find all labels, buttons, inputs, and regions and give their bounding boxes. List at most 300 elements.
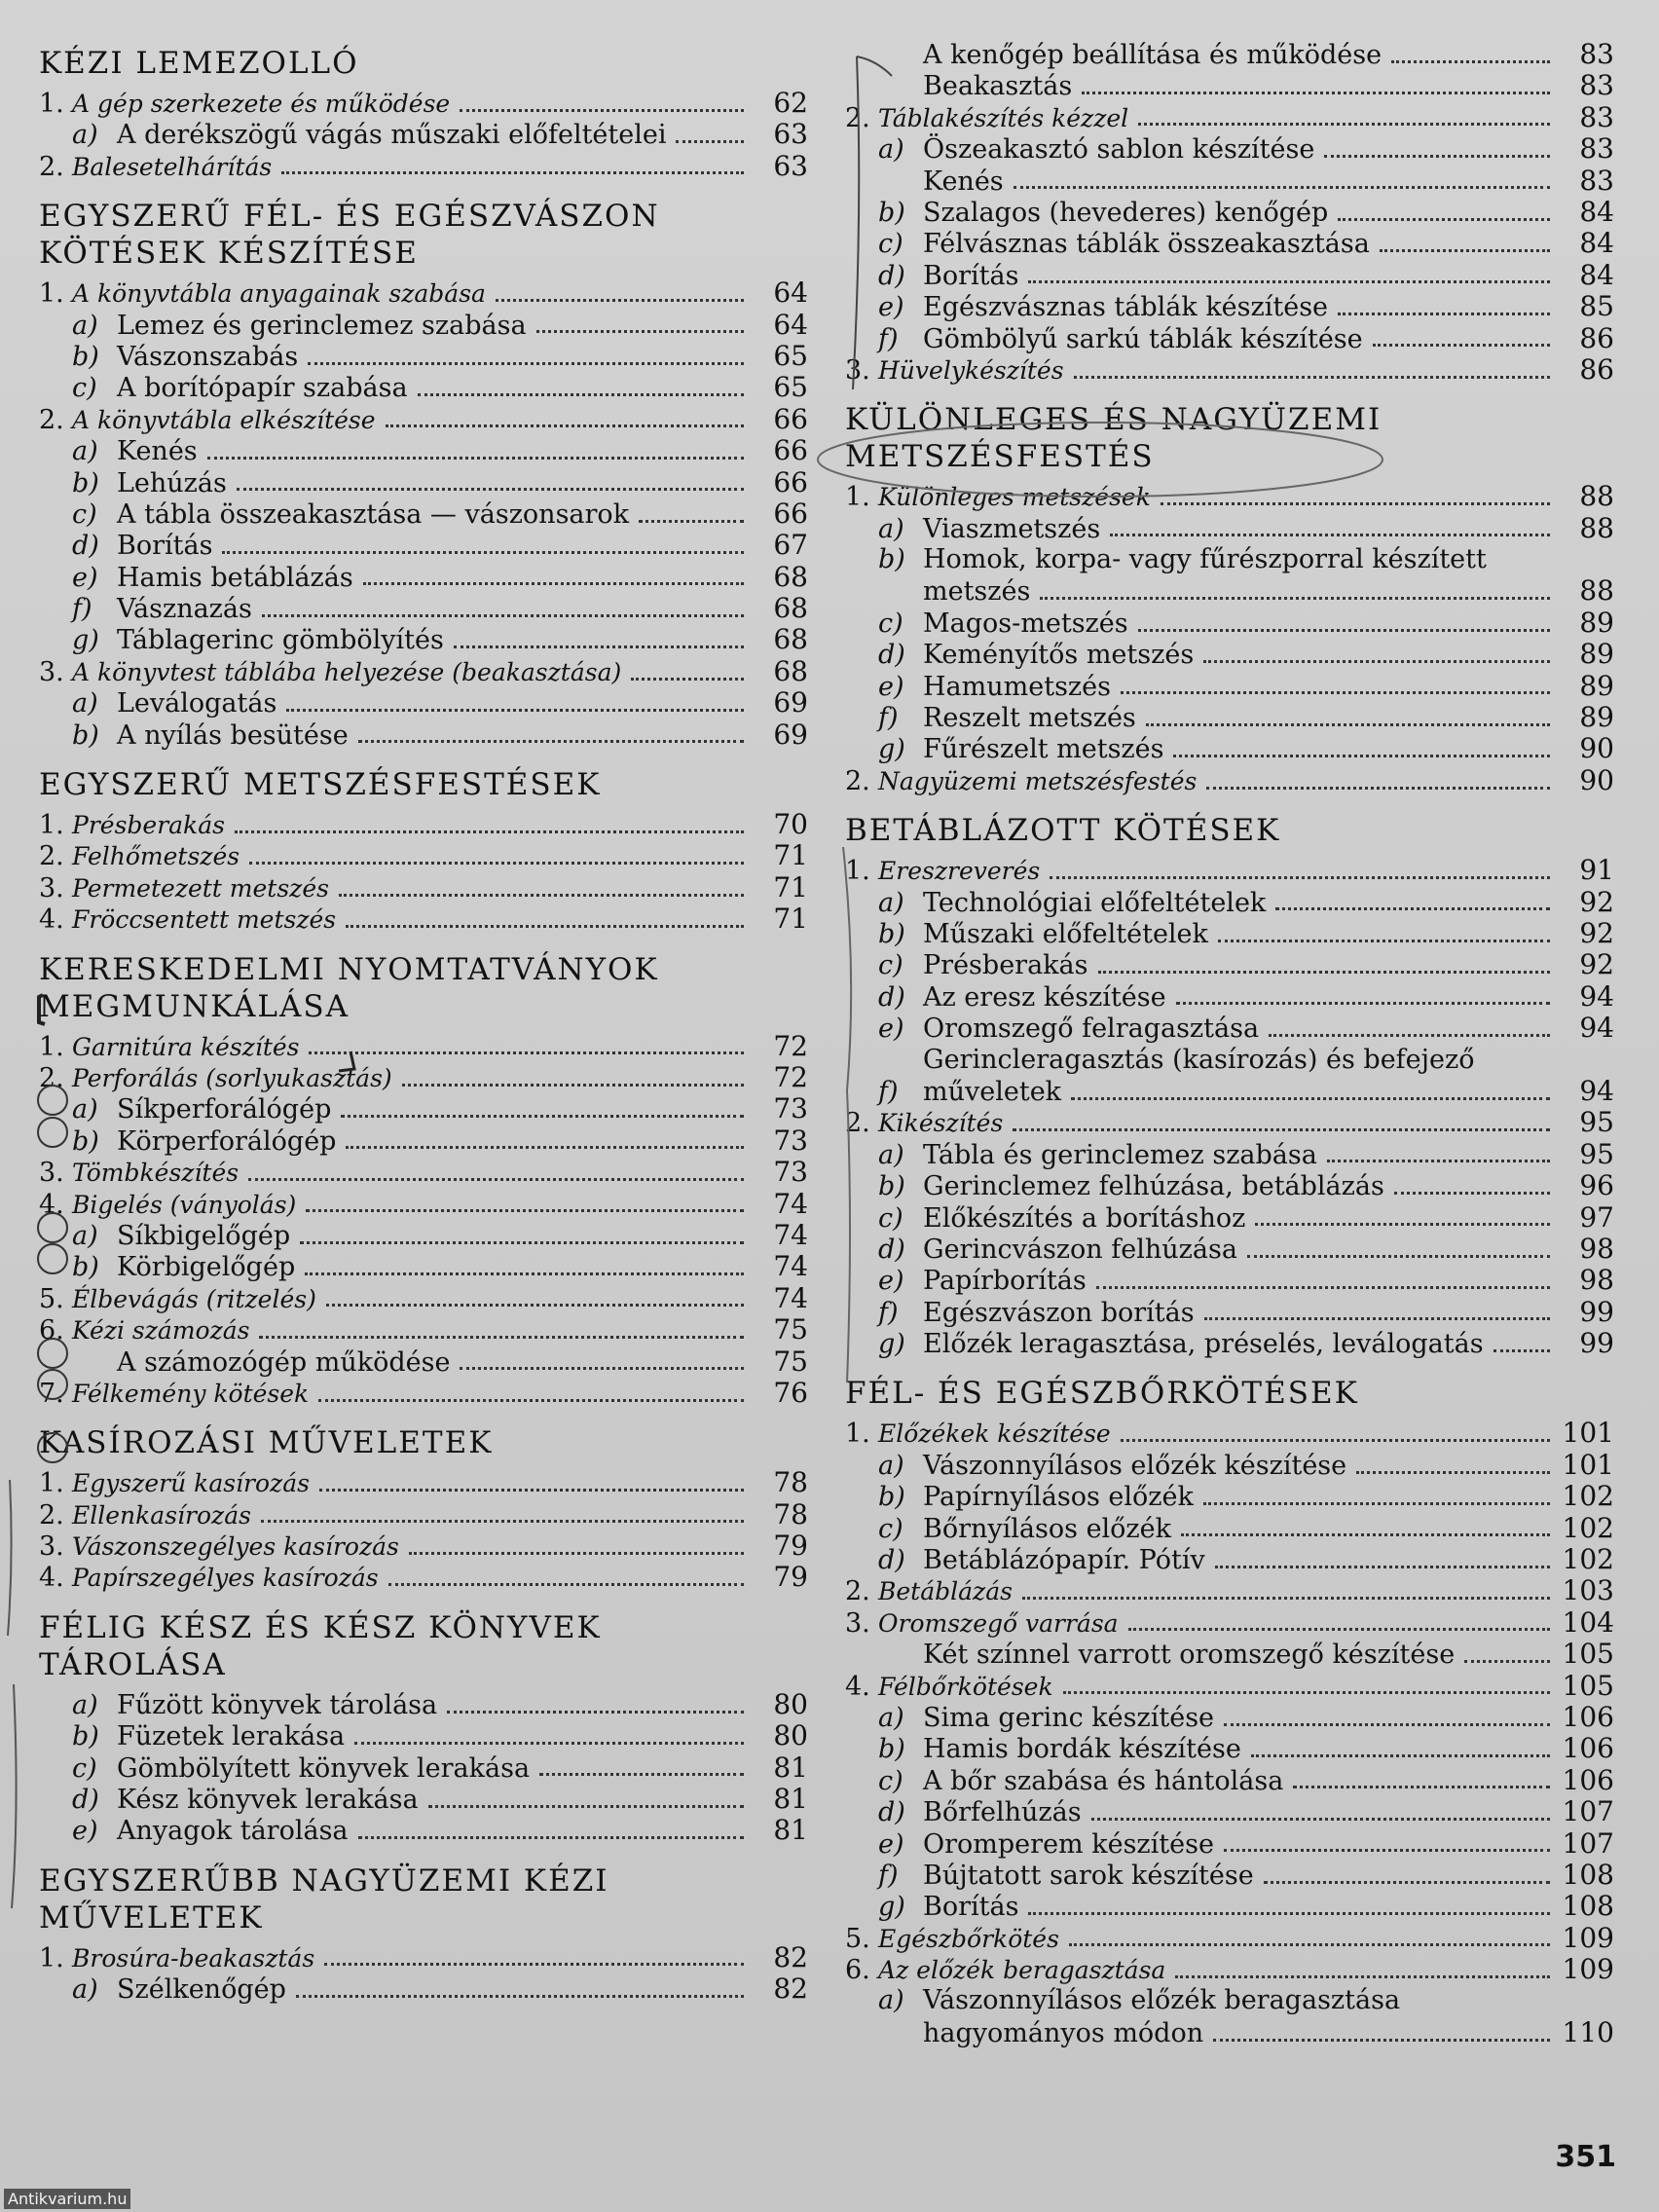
toc-entry[interactable] <box>39 719 808 751</box>
entry-page: 73 <box>773 1092 808 1125</box>
leader-dots <box>326 1304 744 1307</box>
entry-page: 96 <box>1579 1169 1614 1202</box>
leader-dots <box>1096 1286 1550 1289</box>
entry-number: e) <box>878 292 904 323</box>
entry-number: e) <box>878 1014 904 1045</box>
entry-label: Garnitúra készítés <box>72 1032 300 1061</box>
entry-page: 107 <box>1562 1826 1614 1860</box>
entry-number: a) <box>72 436 98 467</box>
toc-entry-line <box>845 2017 1614 2048</box>
leader-dots <box>496 299 744 302</box>
leader-dots <box>1213 2039 1550 2042</box>
entry-label: Körperforálógép <box>117 1125 337 1157</box>
entry-number: 1. <box>845 1419 870 1450</box>
entry-number: a) <box>878 1139 904 1170</box>
toc-section <box>845 401 1614 796</box>
leader-dots <box>460 109 744 112</box>
entry-number: 2. <box>39 841 64 872</box>
toc-entry[interactable] <box>39 1973 808 2005</box>
entry-label: Reszelt metszés <box>923 703 1136 734</box>
toc-entry[interactable] <box>39 498 808 530</box>
entry-number: f) <box>878 1076 899 1107</box>
toc-entry[interactable] <box>39 903 808 935</box>
toc-entry[interactable] <box>845 1265 1614 1296</box>
toc-entry[interactable] <box>845 1923 1614 1954</box>
toc-entry[interactable] <box>39 1752 808 1784</box>
entry-number: 4. <box>39 1563 64 1594</box>
leader-dots <box>1264 1881 1550 1884</box>
entry-page: 98 <box>1579 1264 1614 1297</box>
entry-page: 78 <box>773 1497 808 1530</box>
entry-page: 91 <box>1579 854 1614 887</box>
toc-section <box>39 951 808 1410</box>
entry-page: 97 <box>1579 1200 1614 1234</box>
section-title-line: BETÁBLÁZOTT KÖTÉSEK <box>845 813 1281 849</box>
toc-entry[interactable] <box>39 1784 808 1815</box>
toc-entry[interactable] <box>845 1297 1614 1328</box>
entry-label: Bigelés (ványolás) <box>72 1190 297 1219</box>
entry-label: Magos-metszés <box>923 608 1128 639</box>
leader-dots <box>1493 1349 1550 1352</box>
leader-dots <box>324 1963 744 1966</box>
leader-dots <box>286 709 744 712</box>
leader-dots <box>454 645 744 648</box>
entry-page: 94 <box>1579 979 1614 1013</box>
entry-label: Táblagerinc gömbölyítés <box>117 625 444 656</box>
entry-page: 88 <box>1579 511 1614 544</box>
leader-dots <box>1203 1502 1550 1505</box>
entry-number: b) <box>72 1252 99 1283</box>
toc-entry[interactable] <box>845 949 1614 980</box>
leader-dots <box>1224 1849 1550 1852</box>
leader-dots <box>358 1836 744 1839</box>
entry-label: Gerincvászon felhúzása <box>923 1234 1237 1265</box>
leader-dots <box>1373 344 1550 347</box>
entry-number: b) <box>72 341 99 372</box>
entry-page: 84 <box>1579 227 1614 260</box>
toc-entry-multiline[interactable] <box>845 1985 1614 2048</box>
leader-dots <box>358 740 744 743</box>
leader-dots <box>346 925 744 928</box>
toc-entry[interactable] <box>845 70 1614 101</box>
toc-entry[interactable] <box>39 341 808 372</box>
entry-number: b) <box>878 1482 905 1513</box>
entry-number: c) <box>878 1202 903 1234</box>
toc-entry[interactable] <box>845 166 1614 197</box>
toc-entry-line <box>845 575 1614 607</box>
entry-page: 94 <box>1579 1012 1614 1045</box>
toc-entry[interactable] <box>845 1139 1614 1170</box>
entry-number: g) <box>878 1329 905 1360</box>
entry-label: Kenés <box>923 166 1004 197</box>
toc-entry[interactable] <box>845 1828 1614 1860</box>
section-title-line: MEGMUNKÁLÁSA <box>39 988 350 1024</box>
toc-entry[interactable] <box>39 435 808 466</box>
leader-dots <box>1146 723 1550 726</box>
entry-page: 86 <box>1579 321 1614 354</box>
entry-page: 78 <box>773 1466 808 1499</box>
leader-dots <box>1128 1628 1550 1631</box>
entry-label: Egészvásznas táblák készítése <box>923 292 1329 323</box>
entry-page: 81 <box>773 1751 808 1784</box>
toc-entry[interactable] <box>39 277 808 309</box>
toc-entry[interactable] <box>39 1499 808 1530</box>
toc-entry[interactable] <box>39 809 808 840</box>
entry-number: a) <box>72 688 98 719</box>
toc-entry[interactable] <box>845 1013 1614 1044</box>
leader-dots <box>281 171 744 174</box>
leader-dots <box>346 1146 744 1149</box>
entry-page: 71 <box>773 870 808 903</box>
entry-page: 75 <box>773 1313 808 1346</box>
entry-number: a) <box>72 1220 98 1251</box>
entry-number: f) <box>878 1860 899 1891</box>
toc-entry[interactable] <box>39 1062 808 1093</box>
toc-entry[interactable] <box>845 1170 1614 1201</box>
leader-dots <box>1215 1566 1550 1568</box>
entry-label: Tömbkészítés <box>72 1159 240 1188</box>
toc-entry[interactable] <box>845 1513 1614 1544</box>
section-title-line: EGYSZERŰBB NAGYÜZEMI KÉZI <box>39 1862 609 1899</box>
entry-page: 92 <box>1579 885 1614 918</box>
entry-label: A borítópapír szabása <box>117 373 408 404</box>
toc-entry[interactable] <box>845 1076 1614 1107</box>
leader-dots <box>631 678 744 681</box>
entry-number: a) <box>72 1689 98 1720</box>
entry-number: c) <box>878 1513 903 1544</box>
toc-entry[interactable] <box>845 513 1614 544</box>
toc-entry[interactable] <box>845 1671 1614 1702</box>
leader-dots <box>249 862 744 865</box>
entry-number: 3. <box>39 1531 64 1563</box>
entry-label: Oromszegő varrása <box>878 1608 1119 1638</box>
page-number: 351 <box>1555 2140 1616 2174</box>
entry-page: 80 <box>773 1687 808 1720</box>
entry-number: b) <box>878 1171 905 1202</box>
entry-page: 73 <box>773 1124 808 1157</box>
entry-label: Bőrfelhúzás <box>923 1797 1082 1828</box>
entry-number: f) <box>878 323 899 354</box>
leader-dots <box>1138 123 1550 126</box>
toc-entry[interactable] <box>845 1607 1614 1639</box>
entry-label: Gömbölyített könyvek lerakása <box>117 1752 531 1784</box>
entry-page: 80 <box>773 1719 808 1752</box>
leader-dots <box>1394 1192 1550 1195</box>
leader-dots <box>1028 280 1550 283</box>
toc-entry[interactable] <box>39 404 808 435</box>
toc-entry[interactable] <box>845 1796 1614 1827</box>
entry-number: a) <box>72 310 98 341</box>
toc-entry[interactable] <box>845 291 1614 322</box>
entry-number: d) <box>878 640 905 671</box>
section-title <box>39 45 808 82</box>
toc-entry[interactable] <box>845 1234 1614 1265</box>
entry-label: Szalagos (hevederes) kenőgép <box>923 197 1329 228</box>
entry-number: a) <box>878 1985 904 2016</box>
toc-entry[interactable] <box>845 260 1614 291</box>
toc-entry[interactable] <box>39 310 808 341</box>
entry-page: 92 <box>1579 948 1614 981</box>
section-title <box>845 401 1614 475</box>
entry-label: Síkperforálógép <box>117 1094 332 1125</box>
toc-entry[interactable] <box>845 1328 1614 1359</box>
toc-entry[interactable] <box>845 1481 1614 1512</box>
toc-entry[interactable] <box>39 88 808 119</box>
entry-label: Egészbőrkötés <box>878 1924 1059 1953</box>
toc-entry[interactable] <box>845 1860 1614 1891</box>
entry-label: műveletek <box>923 1076 1062 1107</box>
toc-entry[interactable] <box>39 1093 808 1124</box>
toc-entry[interactable] <box>845 323 1614 354</box>
toc-entry[interactable] <box>39 119 808 150</box>
entry-number: 2. <box>845 1108 870 1139</box>
toc-entry[interactable] <box>39 151 808 182</box>
toc-entry[interactable] <box>845 608 1614 639</box>
toc-entry[interactable] <box>39 530 808 561</box>
leader-dots <box>1338 313 1550 315</box>
entry-label: Hüvelykészítés <box>878 355 1064 385</box>
section-title <box>845 1375 1614 1412</box>
leader-dots <box>428 1805 744 1808</box>
entry-label: Az eresz készítése <box>923 981 1166 1013</box>
toc-entry[interactable] <box>39 1189 808 1220</box>
toc-entry[interactable] <box>39 1157 808 1188</box>
toc-entry[interactable] <box>845 39 1614 70</box>
toc-entry[interactable] <box>39 467 808 498</box>
toc-entry[interactable] <box>39 624 808 655</box>
entry-label: Papírborítás <box>923 1266 1087 1297</box>
leader-dots <box>235 830 744 833</box>
entry-page: 90 <box>1579 763 1614 796</box>
entry-number: 5. <box>845 1923 870 1954</box>
entry-label: Táblakészítés kézzel <box>878 103 1129 132</box>
toc-entry[interactable] <box>39 1125 808 1157</box>
entry-label: Öszeakasztó sablon készítése <box>923 134 1315 166</box>
entry-page: 106 <box>1562 1763 1614 1796</box>
toc-entry[interactable] <box>845 1045 1614 1076</box>
entry-number: d) <box>878 1797 905 1828</box>
entry-label: Borítás <box>923 1892 1019 1923</box>
toc-entry[interactable] <box>39 1031 808 1062</box>
leader-dots <box>1173 755 1550 757</box>
toc-entry[interactable] <box>845 1891 1614 1922</box>
entry-label: Egészvászon borítás <box>923 1297 1195 1328</box>
leader-dots <box>388 1583 744 1586</box>
entry-label: Beakasztás <box>923 71 1073 102</box>
entry-number: 1. <box>39 1468 64 1499</box>
entry-number: 3. <box>845 354 870 386</box>
toc-entry[interactable] <box>39 872 808 903</box>
toc-entry[interactable] <box>845 702 1614 733</box>
entry-page: 68 <box>773 623 808 656</box>
toc-section <box>845 812 1614 1359</box>
entry-page: 64 <box>773 308 808 341</box>
toc-entry[interactable] <box>845 1733 1614 1764</box>
entry-number: b) <box>72 1125 99 1157</box>
entry-number: c) <box>878 608 903 639</box>
entry-label: Az előzék beragasztása <box>878 1956 1166 1985</box>
toc-entry[interactable] <box>39 372 808 403</box>
entry-label: Előzékek készítése <box>878 1419 1111 1449</box>
leader-dots <box>539 1773 744 1776</box>
entry-label: Hamumetszés <box>923 671 1111 702</box>
toc-entry[interactable] <box>39 1283 808 1314</box>
leader-dots <box>261 1520 744 1523</box>
toc-entry[interactable] <box>845 133 1614 165</box>
leader-dots <box>363 582 744 585</box>
entry-label: Permetezett metszés <box>72 873 329 903</box>
toc-entry[interactable] <box>845 1107 1614 1138</box>
toc-entry[interactable] <box>845 1575 1614 1606</box>
entry-label: A tábla összeakasztása — vászonsarok <box>117 498 630 530</box>
toc-entry[interactable] <box>845 481 1614 512</box>
toc-entry[interactable] <box>845 887 1614 918</box>
toc-entry[interactable] <box>845 733 1614 764</box>
entry-page: 63 <box>773 118 808 151</box>
leader-dots <box>354 1742 744 1745</box>
section-title <box>39 1862 808 1936</box>
toc-entry-multiline[interactable] <box>845 544 1614 608</box>
toc-entry[interactable] <box>845 1418 1614 1449</box>
entry-number: 7. <box>39 1378 64 1409</box>
toc-entry[interactable] <box>39 562 808 593</box>
entry-page: 106 <box>1562 1700 1614 1733</box>
entry-number: 2. <box>845 102 870 133</box>
toc-entry[interactable] <box>39 1314 808 1346</box>
entry-page: 86 <box>1579 352 1614 386</box>
toc-entry[interactable] <box>845 197 1614 228</box>
toc-entry[interactable] <box>39 1530 808 1562</box>
toc-entry[interactable] <box>39 1467 808 1498</box>
leader-dots <box>1269 1034 1550 1037</box>
toc-section <box>39 766 808 936</box>
entry-label: Két színnel varrott oromszegő készítése <box>923 1640 1456 1671</box>
entry-number: 4. <box>39 1189 64 1220</box>
entry-number: g) <box>878 1892 905 1923</box>
toc-entry[interactable] <box>39 1251 808 1282</box>
toc-entry[interactable] <box>845 1954 1614 1985</box>
entry-page: 71 <box>773 903 808 936</box>
entry-number: a) <box>878 887 904 918</box>
toc-entry[interactable] <box>845 1765 1614 1796</box>
leader-dots <box>1255 1223 1550 1226</box>
leader-dots <box>248 1178 744 1181</box>
toc-entry[interactable] <box>845 765 1614 796</box>
entry-page: 75 <box>773 1345 808 1378</box>
entry-number: d) <box>878 981 905 1013</box>
toc-entry[interactable] <box>845 1702 1614 1733</box>
entry-number: b) <box>72 1721 99 1752</box>
entry-label: Kész könyvek lerakása <box>117 1785 419 1816</box>
toc-entry[interactable] <box>845 981 1614 1013</box>
entry-label: A bőr szabása és hántolása <box>923 1765 1284 1796</box>
entry-label: Vászonnyílásos előzék beragasztása <box>923 1985 1401 2016</box>
toc-section <box>845 1375 1614 2048</box>
entry-label: Műszaki előfeltételek <box>923 918 1208 949</box>
leader-dots <box>409 1552 744 1555</box>
entry-number: c) <box>72 1752 97 1784</box>
entry-page: 82 <box>773 1940 808 1973</box>
leader-dots <box>1247 1255 1550 1258</box>
entry-page: 66 <box>773 465 808 498</box>
entry-page: 71 <box>773 839 808 872</box>
entry-label: Lehúzás <box>117 467 227 498</box>
toc-entry[interactable] <box>845 1202 1614 1234</box>
leader-dots <box>1327 1160 1550 1162</box>
entry-page: 98 <box>1579 1232 1614 1265</box>
entry-page: 82 <box>773 1972 808 2006</box>
leader-dots <box>676 140 744 143</box>
toc-entry[interactable] <box>845 1639 1614 1670</box>
entry-label: Körbigelőgép <box>117 1252 296 1283</box>
toc-entry[interactable] <box>845 102 1614 133</box>
entry-label: Ellenkasírozás <box>72 1500 251 1530</box>
section-title-line: KASÍROZÁSI MŰVELETEK <box>39 1425 494 1461</box>
section-title <box>39 766 808 803</box>
leader-dots <box>1203 660 1550 663</box>
toc-section <box>39 45 808 182</box>
toc-entry[interactable] <box>39 593 808 624</box>
toc-entry[interactable] <box>39 1815 808 1846</box>
entry-label: A kenőgép beállítása és működése <box>923 40 1382 70</box>
entry-page: 68 <box>773 592 808 625</box>
entry-number: a) <box>72 120 98 151</box>
toc-entry[interactable] <box>39 1220 808 1251</box>
toc-entry[interactable] <box>39 1562 808 1593</box>
toc-entry[interactable] <box>845 1450 1614 1481</box>
toc-entry[interactable] <box>845 918 1614 949</box>
leader-dots <box>1181 1533 1550 1536</box>
entry-label: Oromperem készítése <box>923 1828 1214 1860</box>
entry-label: Vásznazás <box>117 594 252 625</box>
toc-entry[interactable] <box>39 687 808 719</box>
toc-entry[interactable] <box>39 1378 808 1409</box>
toc-entry[interactable] <box>845 639 1614 670</box>
entry-label: Bújtatott sarok készítése <box>923 1860 1254 1891</box>
toc-entry[interactable] <box>845 855 1614 886</box>
section-title <box>39 951 808 1025</box>
entry-page: 74 <box>773 1187 808 1220</box>
toc-entry[interactable] <box>39 656 808 687</box>
entry-page: 88 <box>1579 574 1614 608</box>
toc-entry[interactable] <box>39 1689 808 1720</box>
pencil-bracket-line <box>8 1480 12 1636</box>
entry-label: Présberakás <box>72 811 225 840</box>
entry-number: 3. <box>39 656 64 687</box>
section-title-line: KÜLÖNLEGES ÉS NAGYÜZEMI <box>845 402 1382 438</box>
toc-entry[interactable] <box>845 1544 1614 1575</box>
toc-entry[interactable] <box>845 228 1614 259</box>
leader-dots <box>1028 1912 1550 1915</box>
toc-entry[interactable] <box>39 840 808 871</box>
entry-label: Viaszmetszés <box>923 513 1101 544</box>
section-title <box>39 1609 808 1683</box>
entry-page: 74 <box>773 1218 808 1251</box>
leader-dots <box>1022 1597 1550 1600</box>
entry-page: 76 <box>773 1376 808 1409</box>
entry-page: 89 <box>1579 669 1614 702</box>
section-title-line: FÉLIG KÉSZ ÉS KÉSZ KÖNYVEK <box>39 1609 602 1645</box>
toc-entry[interactable] <box>39 1720 808 1751</box>
toc-entry[interactable] <box>845 354 1614 386</box>
entry-number: d) <box>878 1234 905 1265</box>
toc-entry[interactable] <box>845 671 1614 702</box>
toc-entry[interactable] <box>39 1346 808 1378</box>
toc-entry[interactable] <box>39 1942 808 1973</box>
leader-dots <box>319 1489 744 1492</box>
entry-number: f) <box>72 594 92 625</box>
entry-page: 84 <box>1579 195 1614 228</box>
